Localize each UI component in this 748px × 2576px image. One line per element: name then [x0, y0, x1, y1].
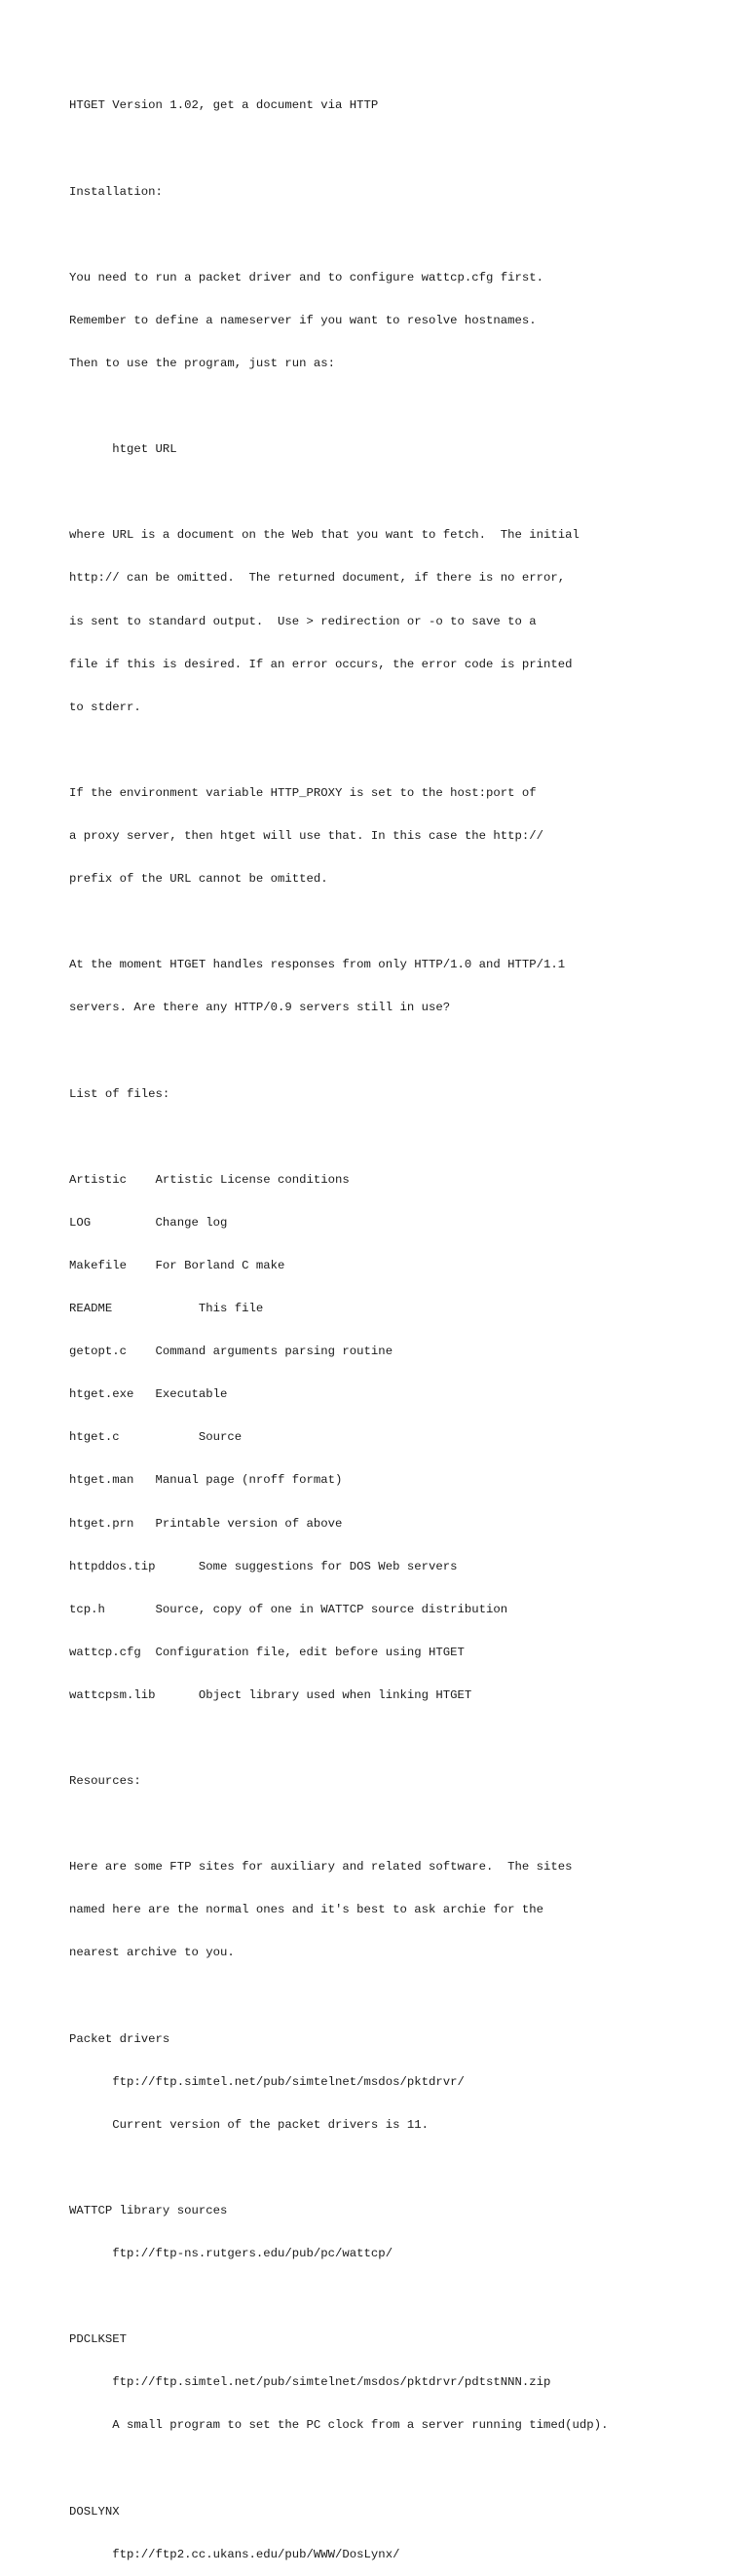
paragraph-line: At the moment HTGET handles responses from only HTTP/1.0 and HTTP/1.1: [69, 958, 566, 972]
paragraph-line: You need to run a packet driver and to configure wattcp.cfg first.: [69, 270, 544, 284]
blank-line: [69, 2290, 608, 2304]
resource-note: A small program to set the PC clock from a server running timed(udp).: [69, 2418, 609, 2433]
paragraph-line: is sent to standard output. Use > redirection or -o to save to a: [69, 614, 537, 628]
blank-line: [69, 399, 608, 414]
file-list-item: htget.prn Printable version of above: [69, 1516, 343, 1531]
resource-note: Current version of the packet drivers is 11.: [69, 2117, 429, 2132]
file-list-item: htget.exe Executable: [69, 1387, 228, 1402]
document-text: [69, 70, 608, 2576]
blank-line: [69, 743, 608, 758]
file-list-item: wattcp.cfg Configuration file, edit before using HTGET: [69, 1645, 465, 1659]
resource-url: ftp://ftp-ns.rutgers.edu/pub/pc/wattcp/: [69, 2247, 393, 2261]
paragraph-line: If the environment variable HTTP_PROXY is set to the host:port of: [69, 785, 537, 800]
blank-line: [69, 228, 608, 243]
paragraph-line: a proxy server, then htget will use that. In this case the http://: [69, 829, 544, 843]
paragraph-line: where URL is a document on the Web that you want to fetch. The initial: [69, 528, 580, 543]
blank-line: [69, 1130, 608, 1145]
resource-title: DOSLYNX: [69, 2504, 120, 2519]
file-list-item: Artistic Artistic License conditions: [69, 1172, 350, 1187]
resource-url: ftp://ftp.simtel.net/pub/simtelnet/msdos/pktdrvr/: [69, 2074, 465, 2089]
paragraph-line: http:// can be omitted. The returned document, if there is no error,: [69, 571, 566, 586]
blank-line: [69, 1817, 608, 1832]
file-list-item: getopt.c Command arguments parsing routine: [69, 1345, 393, 1359]
blank-line: [69, 915, 608, 929]
blank-line: [69, 485, 608, 500]
blank-line: [69, 2161, 608, 2176]
file-list-item: htget.man Manual page (nroff format): [69, 1473, 343, 1488]
file-list-item: wattcpsm.lib Object library used when linking HTGET: [69, 1687, 472, 1702]
heading-resources: Resources:: [69, 1774, 141, 1789]
usage-example: htget URL: [69, 442, 177, 457]
blank-line: [69, 1731, 608, 1746]
resource-title: Packet drivers: [69, 2031, 170, 2046]
paragraph-line: Remember to define a nameserver if you want to resolve hostnames.: [69, 313, 537, 327]
file-list-item: htget.c Source: [69, 1430, 243, 1445]
heading-list-of-files: List of files:: [69, 1086, 170, 1101]
paragraph-line: to stderr.: [69, 700, 141, 714]
blank-line: [69, 142, 608, 157]
paragraph-line: named here are the normal ones and it's best to ask archie for the: [69, 1903, 544, 1917]
resource-title: WATTCP library sources: [69, 2204, 228, 2217]
blank-line: [69, 1989, 608, 2004]
file-list-item: tcp.h Source, copy of one in WATTCP source distribution: [69, 1602, 508, 1616]
blank-line: [69, 1043, 608, 1058]
paragraph-line: servers. Are there any HTTP/0.9 servers still in use?: [69, 1001, 451, 1015]
paragraph-line: Here are some FTP sites for auxiliary and related software. The sites: [69, 1860, 573, 1875]
resource-url: ftp://ftp2.cc.ukans.edu/pub/WWW/DosLynx/: [69, 2547, 400, 2561]
paragraph-line: prefix of the URL cannot be omitted.: [69, 872, 328, 887]
file-list-item: LOG Change log: [69, 1215, 228, 1230]
resource-title: PDCLKSET: [69, 2332, 128, 2347]
file-list-item: README This file: [69, 1302, 264, 1316]
doc-title: HTGET Version 1.02, get a document via HTTP: [69, 98, 379, 113]
paragraph-line: Then to use the program, just run as:: [69, 356, 336, 370]
heading-installation: Installation:: [69, 184, 163, 199]
resource-url: ftp://ftp.simtel.net/pub/simtelnet/msdos/pktdrvr/pdtstNNN.zip: [69, 2375, 551, 2390]
file-list-item: httpddos.tip Some suggestions for DOS Web servers: [69, 1559, 458, 1573]
blank-line: [69, 2462, 608, 2477]
paragraph-line: file if this is desired. If an error occurs, the error code is printed: [69, 657, 573, 671]
paragraph-line: nearest archive to you.: [69, 1946, 235, 1960]
file-list-item: Makefile For Borland C make: [69, 1258, 285, 1272]
